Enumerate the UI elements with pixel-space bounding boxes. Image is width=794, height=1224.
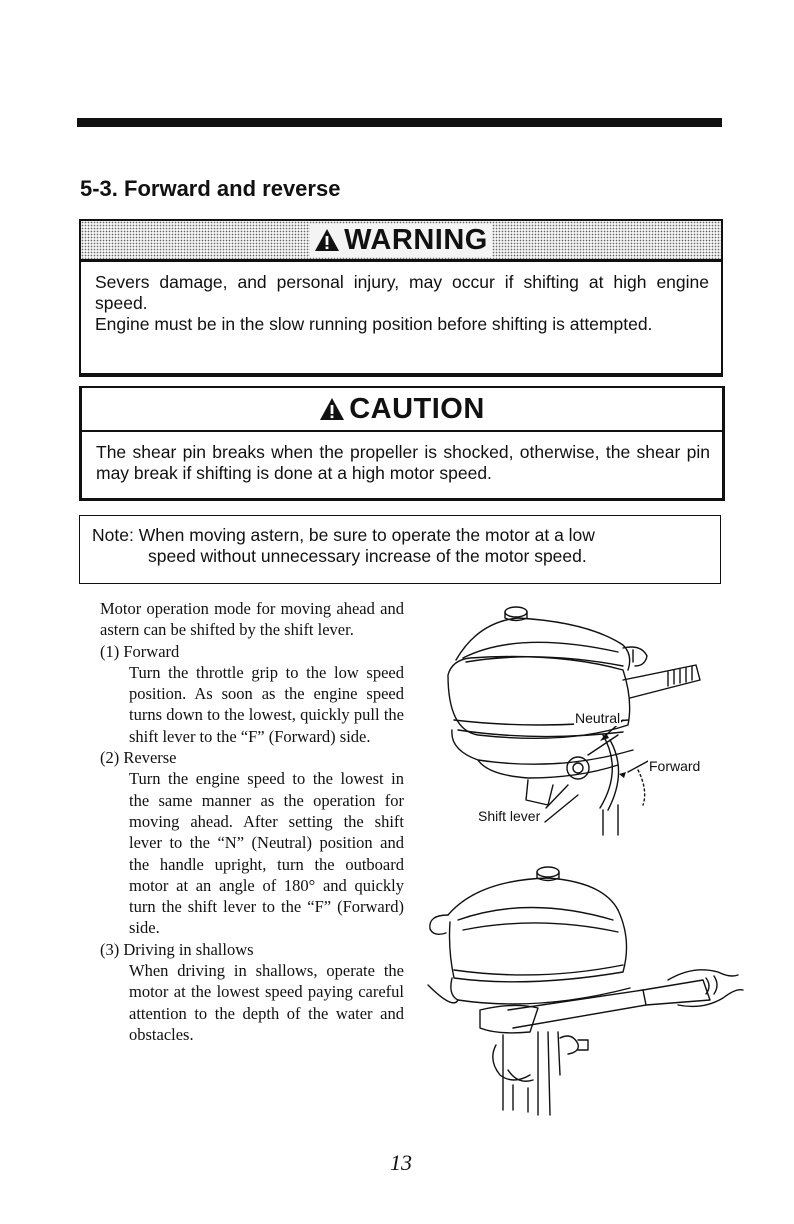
warning-triangle-icon bbox=[319, 397, 345, 421]
note-text bbox=[80, 516, 720, 567]
note-box bbox=[79, 515, 721, 584]
body-text bbox=[100, 598, 404, 1045]
reverse-figure bbox=[418, 860, 748, 1125]
warning-triangle-icon bbox=[314, 228, 340, 252]
caution-banner bbox=[82, 388, 722, 432]
body-intro: Motor operation mode for moving ahead and astern can be shifted by the shift lever. bbox=[100, 599, 404, 640]
page-number: 13 bbox=[390, 1150, 412, 1175]
item-shallows-heading: (3) Driving in shallows bbox=[100, 939, 254, 959]
warning-label: WARNING bbox=[344, 223, 488, 256]
caution-body: The shear pin breaks when the propeller is shocked, otherwise, the shear pin may break if shifting is done at a high motor speed. bbox=[96, 442, 710, 483]
warning-box bbox=[79, 219, 723, 377]
warning-banner bbox=[81, 221, 721, 262]
note-line-2: speed without unnecessary increase of the motor speed. bbox=[148, 546, 587, 566]
warning-line-2: Engine must be in the slow running position before shifting is attempted. bbox=[95, 314, 653, 334]
item-reverse-heading: (2) Reverse bbox=[100, 748, 177, 768]
neutral-label: Neutral bbox=[575, 710, 621, 726]
item-forward-heading: (1) Forward bbox=[100, 641, 180, 661]
item-forward-text: Turn the throttle grip to the low speed position. As soon as the engine speed turns down to the lowest, quickly pull the shift lever to the “F” (Forward) side. bbox=[129, 662, 404, 746]
note-label: Note: bbox=[92, 525, 139, 545]
outboard-engine-reverse-illustration bbox=[418, 860, 748, 1125]
warning-line-1: Severs damage, and personal injury, may occur if shifting at high engine speed. bbox=[95, 272, 709, 313]
note-line-1: When moving astern, be sure to operate the motor at a low bbox=[138, 525, 595, 545]
caution-label: CAUTION bbox=[349, 392, 485, 425]
forward-label: Forward bbox=[649, 758, 701, 774]
caution-heading bbox=[319, 393, 485, 426]
item-shallows-text: When driving in shallows, operate the motor at the lowest speed paying careful attention to the depth of the water and obstacles. bbox=[129, 961, 404, 1044]
warning-text bbox=[81, 262, 721, 335]
caution-box bbox=[79, 386, 725, 501]
header-rule bbox=[77, 118, 722, 127]
item-reverse-text: Turn the engine speed to the lowest in the same manner as the operation for moving ahead. After setting the shift lever to the “N” (Neutral) position and the handle upright, turn the outboard motor at an angle of 180° and quickly turn the shift lever to the “F” (Forward) side. bbox=[129, 769, 404, 938]
outboard-engine-illustration bbox=[418, 600, 718, 845]
caution-text bbox=[82, 432, 722, 484]
section-title: 5-3. Forward and reverse bbox=[80, 176, 341, 201]
warning-heading bbox=[310, 224, 492, 257]
shift-lever-label: Shift lever bbox=[478, 808, 541, 824]
shift-lever-figure bbox=[418, 600, 718, 845]
